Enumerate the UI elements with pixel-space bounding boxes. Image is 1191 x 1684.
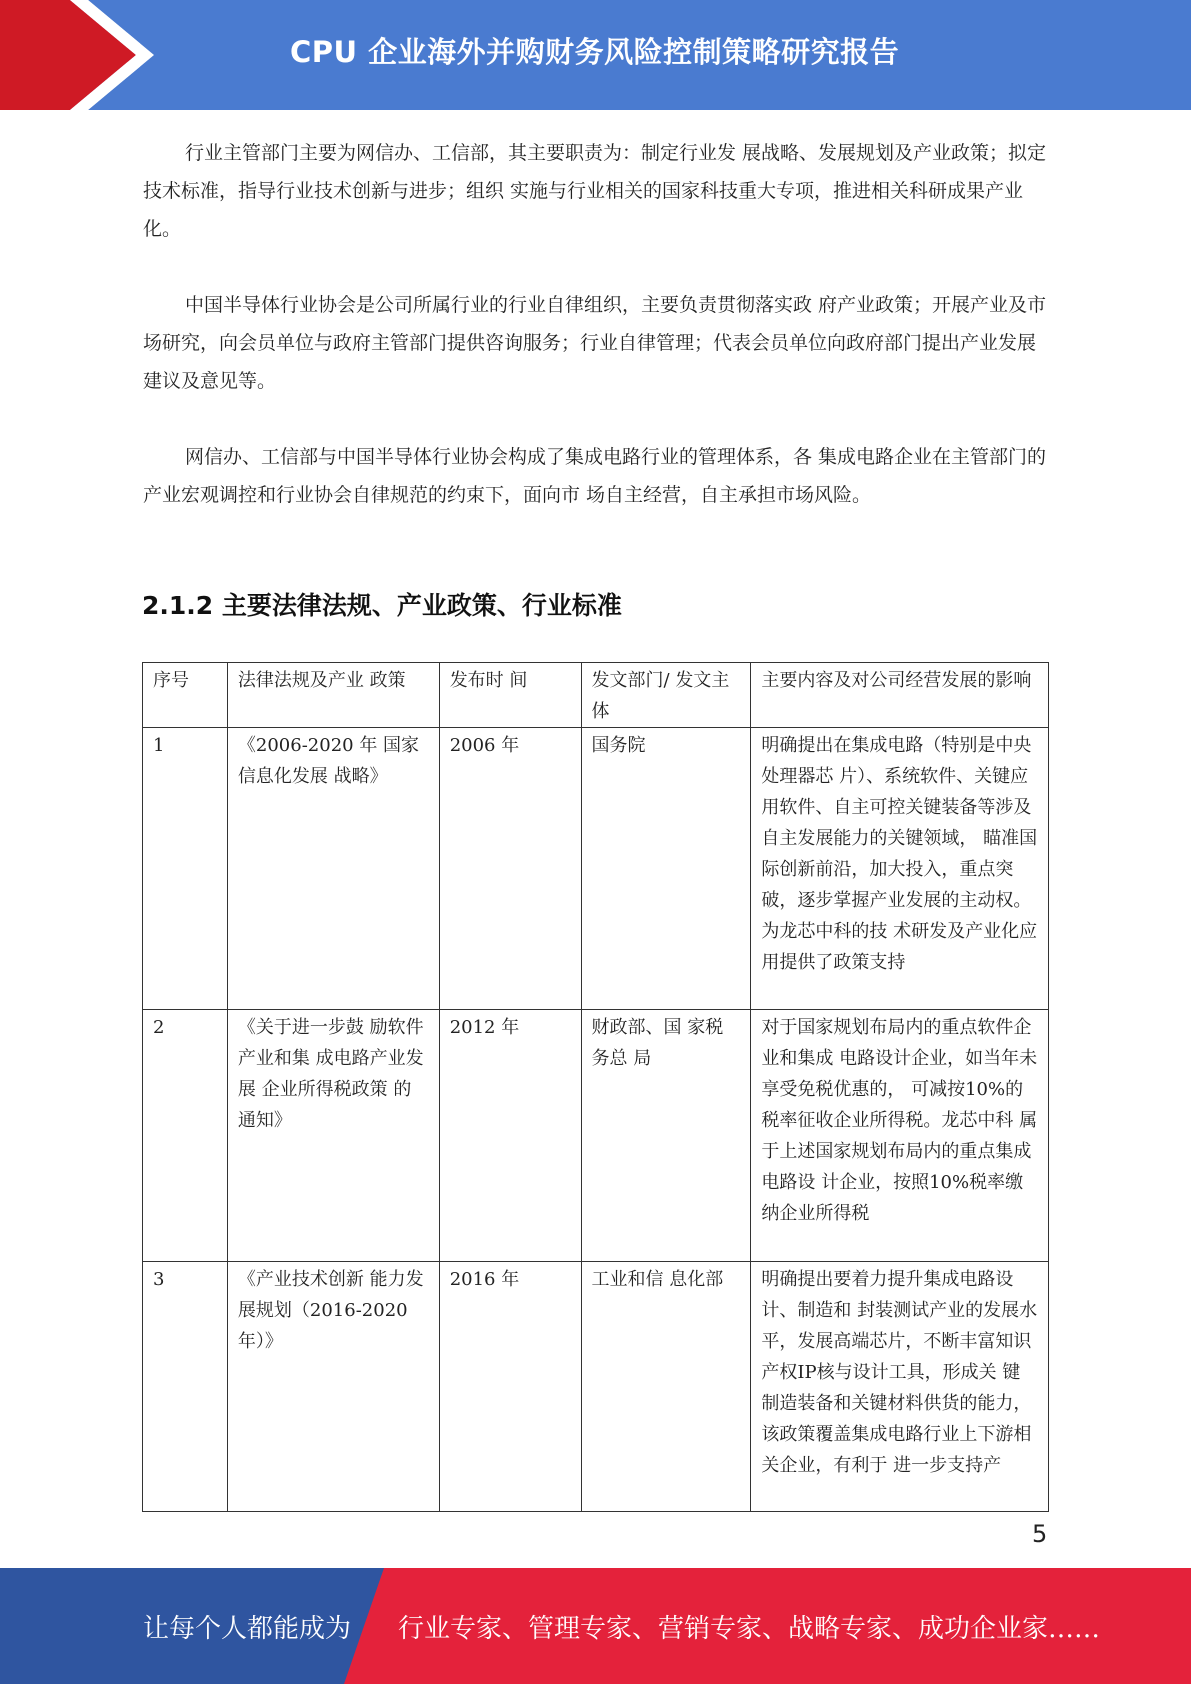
table-cell: 2 (143, 1010, 228, 1262)
table-cell: 明确提出要着力提升集成电路设计、制造和 封装测试产业的发展水平，发展高端芯片，不断丰富知识产权IP核与设计工具，形成关 键制造装备和关键材料供货的能力，该政策覆盖集成电路行业上下游相关企业，有利于 进一步支持产 (751, 1262, 1049, 1512)
paragraph-2: 中国半导体行业协会是公司所属行业的行业自律组织，主要负责贯彻落实政 府产业政策；开展产业及市场研究，向会员单位与政府主管部门提供咨询服务；行业自律管理；代表会员单位向政府部门提出产业发展建议及意见等。 (143, 294, 1047, 392)
table-cell: 对于国家规划布局内的重点软件企业和集成 电路设计企业，如当年未享受免税优惠的， 可减按10%的税率征收企业所得税。龙芯中科 属于上述国家规划布局内的重点集成电路设 计企业，按照10%税率缴纳企业所得税 (751, 1010, 1049, 1262)
table-cell: 《产业技术创新 能力发展规划（2016-2020年）》 (227, 1262, 439, 1512)
paragraph-3: 网信办、工信部与中国半导体行业协会构成了集成电路行业的管理体系，各 集成电路企业在主管部门的产业宏观调控和行业协会自律规范的约束下，面向市 场自主经营，自主承担市场风险。 (143, 446, 1047, 506)
header-red-arrow-icon (0, 0, 140, 110)
table-row (143, 1262, 1049, 1512)
table-header-cell: 法律法规及产业 政策 (227, 663, 439, 728)
table-cell: 《关于进一步鼓 励软件产业和集 成电路产业发展 企业所得税政策 的通知》 (227, 1010, 439, 1262)
page-header (0, 0, 1191, 110)
page-footer (0, 1568, 1191, 1684)
paragraph-1: 行业主管部门主要为网信办、工信部，其主要职责为：制定行业发 展战略、发展规划及产业政策；拟定技术标准，指导行业技术创新与进步；组织 实施与行业相关的国家科技重大专项，推进相关科研成果产业化。 (143, 142, 1047, 240)
table-cell: 工业和信 息化部 (581, 1262, 751, 1512)
table-header-cell: 序号 (143, 663, 228, 728)
table-header-cell: 发布时 间 (439, 663, 581, 728)
table-cell: 3 (143, 1262, 228, 1512)
footer-left-text: 让每个人都能成为 (143, 1614, 352, 1644)
table-header-cell: 主要内容及对公司经营发展的影响 (751, 663, 1049, 728)
table-cell: 2016 年 (439, 1262, 581, 1512)
table-header-cell: 发文部门/ 发文主体 (581, 663, 751, 728)
table-cell: 国务院 (581, 728, 751, 1010)
table-cell: 2006 年 (439, 728, 581, 1010)
table-cell: 《2006-2020 年 国家信息化发展 战略》 (227, 728, 439, 1010)
table-cell: 1 (143, 728, 228, 1010)
table-header-row (143, 663, 1049, 728)
page-number: 5 (1032, 1520, 1048, 1548)
footer-right-text: 行业专家、管理专家、营销专家、战略专家、成功企业家…… (398, 1614, 1101, 1644)
table-cell: 2012 年 (439, 1010, 581, 1262)
regulations-table (142, 662, 1049, 1512)
section-title: 2.1.2 主要法律法规、产业政策、行业标准 (142, 591, 622, 620)
table-row (143, 1010, 1049, 1262)
header-title: CPU 企业海外并购财务风险控制策略研究报告 (290, 35, 900, 69)
table-cell: 明确提出在集成电路（特别是中央处理器芯 片）、系统软件、关键应用软件、自主可控关键装备等涉及自主发展能力的关键领域， 瞄准国际创新前沿，加大投入，重点突破，逐步掌握产业发展的主动权。为龙芯中科的技 术研发及产业化应用提供了政策支持 (751, 728, 1049, 1010)
table-cell: 财政部、国 家税务总 局 (581, 1010, 751, 1262)
table-row (143, 728, 1049, 1010)
